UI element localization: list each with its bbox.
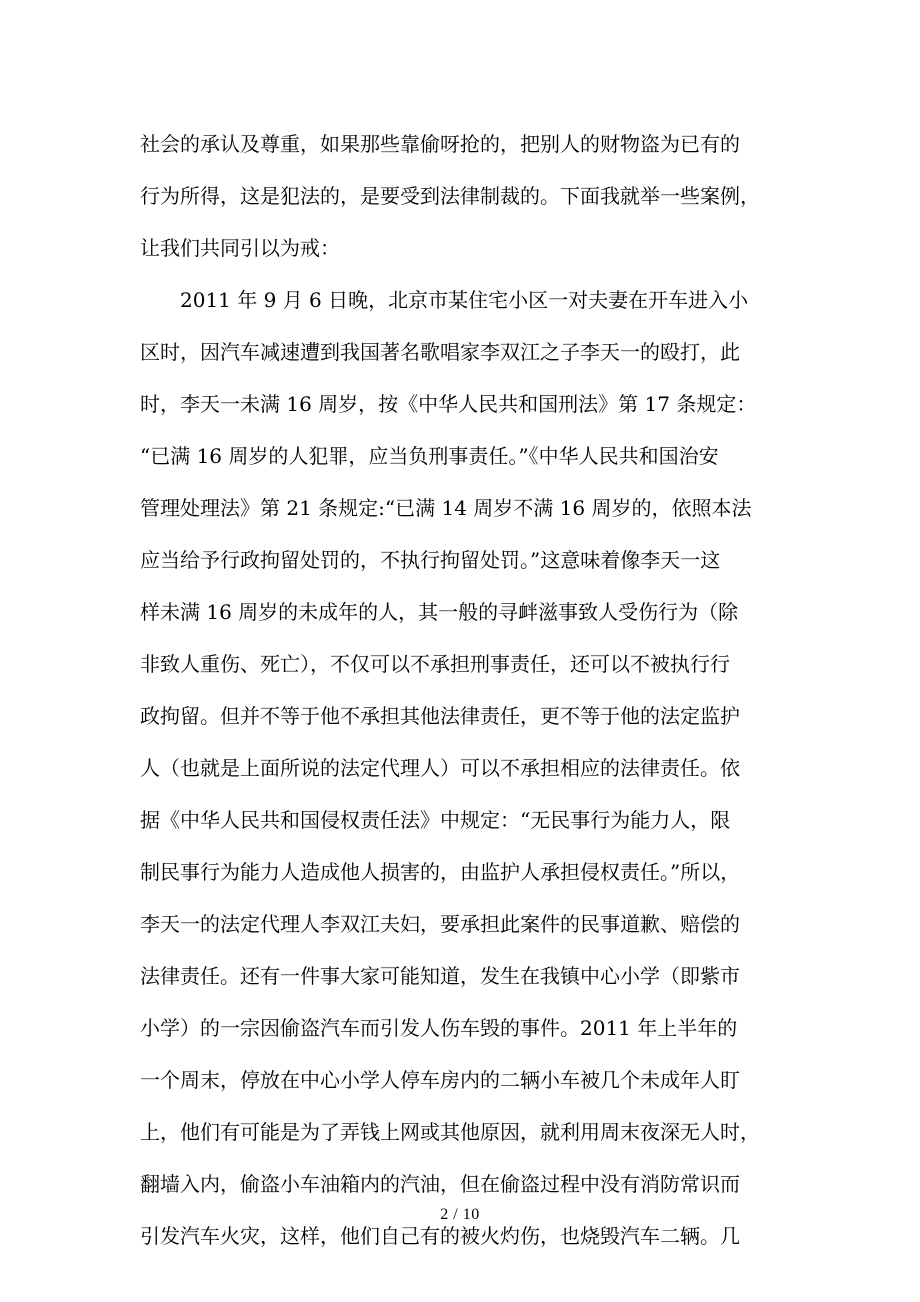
text-line: 引发汽车火灾，这样，他们自己有的被火灼伤，也烧毁汽车二辆。几 [140, 1224, 740, 1248]
text-line: 2011 年 9 月 6 日晚，北京市某住宅小区一对夫妻在开车进入小 [140, 288, 749, 312]
text-line: 法律责任。还有一件事大家可能知道，发生在我镇中心小学（即紫市 [140, 964, 740, 988]
text-line: “已满 16 周岁的人犯罪，应当负刑事责任。”《中华人民共和国治安 [140, 444, 719, 468]
text-line: 非致人重伤、死亡），不仅可以不承担刑事责任，还可以不被执行行 [140, 652, 730, 676]
text-line: 区时，因汽车减速遭到我国著名歌唱家李双江之子李天一的殴打，此 [140, 340, 740, 364]
text-line: 社会的承认及尊重，如果那些靠偷呀抢的，把别人的财物盗为已有的 [140, 132, 740, 156]
text-line: 样未满 16 周岁的未成年的人，其一般的寻衅滋事致人受伤行为（除 [140, 600, 739, 624]
text-line: 一个周末，停放在中心小学人停车房内的二辆小车被几个未成年人盯 [140, 1068, 740, 1092]
text-line: 让我们共同引以为戒： [140, 236, 340, 260]
text-line: 制民事行为能力人造成他人损害的，由监护人承担侵权责任。”所以， [140, 860, 741, 884]
text-line: 行为所得，这是犯法的，是要受到法律制裁的。下面我就举一些案例， [140, 184, 760, 208]
text-line: 小学）的一宗因偷盗汽车而引发人伤车毁的事件。2011 年上半年的 [140, 1016, 738, 1040]
text-line: 应当给予行政拘留处罚的，不执行拘留处罚。”这意味着像李天一这 [140, 548, 721, 572]
text-line: 翻墙入内，偷盗小车油箱内的汽油，但在偷盗过程中没有消防常识而 [140, 1172, 740, 1196]
text-line: 李天一的法定代理人李双江夫妇，要承担此案件的民事道歉、赔偿的 [140, 912, 740, 936]
text-line: 管理处理法》第 21 条规定:“已满 14 周岁不满 16 周岁的，依照本法 [140, 496, 752, 520]
text-line: 政拘留。但并不等于他不承担其他法律责任，更不等于他的法定监护 [140, 704, 740, 728]
text-line: 据《中华人民共和国侵权责任法》中规定：“无民事行为能力人，限 [140, 808, 731, 832]
text-line: 上，他们有可能是为了弄钱上网或其他原因，就利用周末夜深无人时， [140, 1120, 760, 1144]
text-line: 时，李天一未满 16 周岁，按《中华人民共和国刑法》第 17 条规定： [140, 392, 757, 416]
body-text [140, 118, 780, 1262]
text-line: 人（也就是上面所说的法定代理人）可以不承担相应的法律责任。依 [140, 756, 740, 780]
page-number: 2 / 10 [440, 1206, 480, 1223]
